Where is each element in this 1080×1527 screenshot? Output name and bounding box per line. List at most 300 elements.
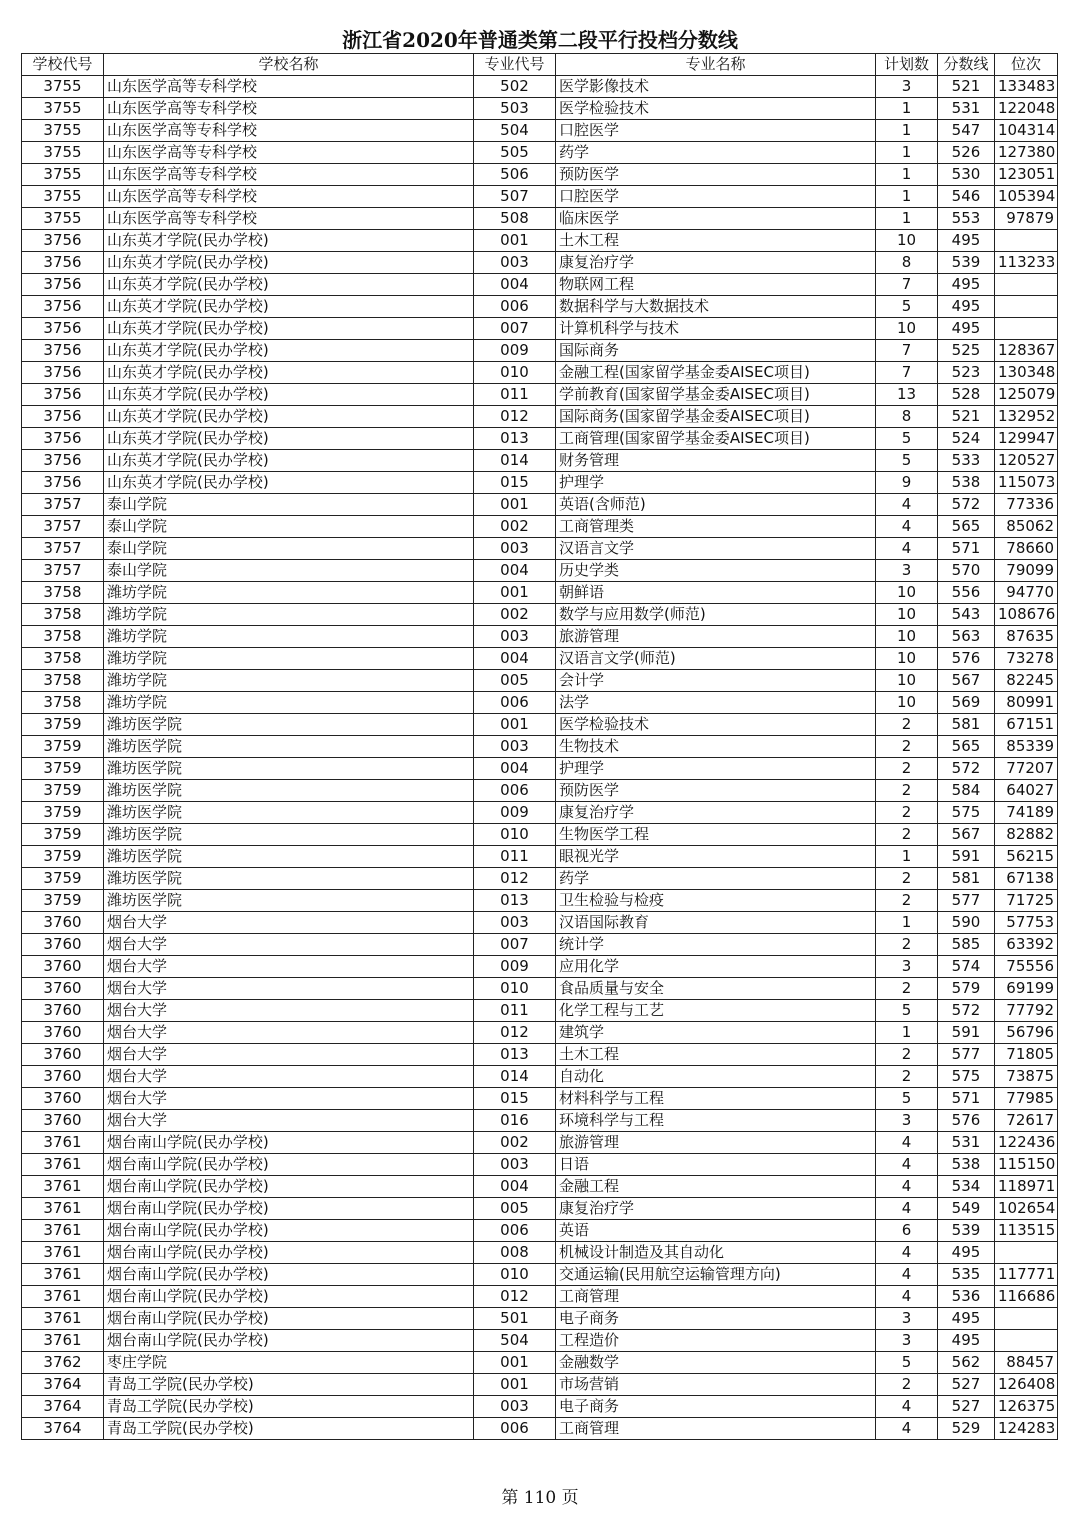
cell-major-code: 501	[474, 1308, 556, 1330]
table-row	[22, 736, 1058, 758]
cell-major-code: 011	[474, 846, 556, 868]
cell-major-code: 013	[474, 1044, 556, 1066]
table-row	[22, 142, 1058, 164]
cell-major-name: 历史学类	[556, 560, 876, 582]
table-row	[22, 846, 1058, 868]
cell-major-name: 土木工程	[556, 230, 876, 252]
cell-score-line: 556	[938, 582, 995, 604]
cell-major-name: 市场营销	[556, 1374, 876, 1396]
cell-major-name: 英语(含师范)	[556, 494, 876, 516]
cell-major-code: 003	[474, 912, 556, 934]
cell-score-line: 579	[938, 978, 995, 1000]
cell-school-code: 3755	[22, 120, 104, 142]
cell-rank: 77207	[995, 758, 1058, 780]
cell-school-name: 烟台南山学院(民办学校)	[104, 1330, 474, 1352]
cell-major-name: 护理学	[556, 472, 876, 494]
cell-plan-count: 3	[876, 76, 938, 98]
cell-school-code: 3758	[22, 604, 104, 626]
cell-rank: 67151	[995, 714, 1058, 736]
cell-major-code: 505	[474, 142, 556, 164]
cell-school-code: 3760	[22, 1066, 104, 1088]
cell-score-line: 576	[938, 1110, 995, 1132]
cell-score-line: 584	[938, 780, 995, 802]
cell-score-line: 581	[938, 714, 995, 736]
cell-school-name: 烟台南山学院(民办学校)	[104, 1286, 474, 1308]
cell-major-name: 护理学	[556, 758, 876, 780]
cell-rank: 105394	[995, 186, 1058, 208]
cell-major-code: 001	[474, 1374, 556, 1396]
cell-plan-count: 4	[876, 1154, 938, 1176]
cell-rank: 67138	[995, 868, 1058, 890]
cell-major-name: 食品质量与安全	[556, 978, 876, 1000]
cell-school-name: 山东英才学院(民办学校)	[104, 406, 474, 428]
cell-school-name: 潍坊学院	[104, 626, 474, 648]
table-row	[22, 164, 1058, 186]
table-row	[22, 274, 1058, 296]
cell-rank: 69199	[995, 978, 1058, 1000]
cell-school-name: 烟台南山学院(民办学校)	[104, 1154, 474, 1176]
cell-school-code: 3759	[22, 758, 104, 780]
cell-major-code: 001	[474, 494, 556, 516]
cell-major-code: 004	[474, 758, 556, 780]
cell-school-name: 泰山学院	[104, 560, 474, 582]
table-row	[22, 208, 1058, 230]
cell-rank: 127380	[995, 142, 1058, 164]
cell-school-code: 3756	[22, 406, 104, 428]
cell-rank	[995, 296, 1058, 318]
cell-rank: 78660	[995, 538, 1058, 560]
cell-school-code: 3756	[22, 362, 104, 384]
cell-plan-count: 10	[876, 582, 938, 604]
cell-major-code: 002	[474, 516, 556, 538]
cell-school-name: 烟台南山学院(民办学校)	[104, 1198, 474, 1220]
header-major-name: 专业名称	[556, 54, 876, 76]
table-row	[22, 76, 1058, 98]
cell-school-name: 烟台南山学院(民办学校)	[104, 1242, 474, 1264]
cell-plan-count: 5	[876, 1000, 938, 1022]
cell-rank: 56215	[995, 846, 1058, 868]
cell-school-name: 烟台大学	[104, 978, 474, 1000]
cell-major-name: 生物医学工程	[556, 824, 876, 846]
cell-school-code: 3762	[22, 1352, 104, 1374]
cell-school-name: 泰山学院	[104, 538, 474, 560]
cell-major-code: 006	[474, 1418, 556, 1440]
cell-score-line: 563	[938, 626, 995, 648]
cell-school-code: 3758	[22, 692, 104, 714]
cell-school-code: 3760	[22, 978, 104, 1000]
cell-rank: 118971	[995, 1176, 1058, 1198]
cell-rank: 122436	[995, 1132, 1058, 1154]
cell-plan-count: 7	[876, 274, 938, 296]
cell-rank: 124283	[995, 1418, 1058, 1440]
cell-plan-count: 1	[876, 164, 938, 186]
cell-major-code: 013	[474, 890, 556, 912]
cell-major-code: 001	[474, 714, 556, 736]
cell-school-code: 3761	[22, 1242, 104, 1264]
cell-plan-count: 7	[876, 340, 938, 362]
cell-rank	[995, 1308, 1058, 1330]
cell-major-name: 统计学	[556, 934, 876, 956]
table-row	[22, 472, 1058, 494]
cell-major-code: 002	[474, 1132, 556, 1154]
cell-major-code: 013	[474, 428, 556, 450]
header-plan-count: 计划数	[876, 54, 938, 76]
cell-plan-count: 10	[876, 318, 938, 340]
cell-school-code: 3757	[22, 560, 104, 582]
table-row	[22, 1352, 1058, 1374]
cell-score-line: 495	[938, 1242, 995, 1264]
cell-major-name: 康复治疗学	[556, 252, 876, 274]
cell-school-code: 3761	[22, 1132, 104, 1154]
cell-plan-count: 2	[876, 758, 938, 780]
table-row	[22, 912, 1058, 934]
cell-plan-count: 5	[876, 1088, 938, 1110]
cell-major-name: 数据科学与大数据技术	[556, 296, 876, 318]
cell-plan-count: 1	[876, 208, 938, 230]
cell-school-name: 潍坊学院	[104, 604, 474, 626]
cell-school-code: 3761	[22, 1176, 104, 1198]
cell-score-line: 538	[938, 1154, 995, 1176]
cell-plan-count: 4	[876, 1242, 938, 1264]
table-row	[22, 692, 1058, 714]
cell-school-code: 3759	[22, 846, 104, 868]
cell-school-name: 山东医学高等专科学校	[104, 76, 474, 98]
table-row	[22, 1330, 1058, 1352]
cell-rank: 57753	[995, 912, 1058, 934]
header-school-name: 学校名称	[104, 54, 474, 76]
table-row	[22, 538, 1058, 560]
cell-school-code: 3757	[22, 494, 104, 516]
cell-plan-count: 4	[876, 1396, 938, 1418]
cell-plan-count: 9	[876, 472, 938, 494]
cell-score-line: 567	[938, 824, 995, 846]
cell-major-code: 001	[474, 582, 556, 604]
cell-major-code: 506	[474, 164, 556, 186]
cell-school-name: 山东医学高等专科学校	[104, 208, 474, 230]
cell-rank: 85062	[995, 516, 1058, 538]
cell-school-code: 3755	[22, 186, 104, 208]
cell-score-line: 572	[938, 494, 995, 516]
cell-plan-count: 10	[876, 604, 938, 626]
cell-major-code: 015	[474, 472, 556, 494]
cell-major-name: 化学工程与工艺	[556, 1000, 876, 1022]
cell-school-name: 山东英才学院(民办学校)	[104, 230, 474, 252]
cell-major-name: 应用化学	[556, 956, 876, 978]
table-row	[22, 1286, 1058, 1308]
cell-major-name: 英语	[556, 1220, 876, 1242]
cell-plan-count: 2	[876, 978, 938, 1000]
table-row	[22, 868, 1058, 890]
cell-major-name: 康复治疗学	[556, 802, 876, 824]
table-row	[22, 450, 1058, 472]
cell-school-code: 3761	[22, 1198, 104, 1220]
table-row	[22, 318, 1058, 340]
cell-major-code: 003	[474, 252, 556, 274]
cell-plan-count: 2	[876, 868, 938, 890]
cell-major-code: 507	[474, 186, 556, 208]
cell-plan-count: 2	[876, 1374, 938, 1396]
cell-school-code: 3758	[22, 626, 104, 648]
cell-plan-count: 2	[876, 736, 938, 758]
cell-school-name: 山东医学高等专科学校	[104, 142, 474, 164]
table-row	[22, 516, 1058, 538]
cell-school-name: 烟台大学	[104, 1066, 474, 1088]
cell-school-code: 3761	[22, 1154, 104, 1176]
cell-plan-count: 2	[876, 890, 938, 912]
table-row	[22, 1418, 1058, 1440]
table-row	[22, 604, 1058, 626]
cell-school-name: 山东医学高等专科学校	[104, 98, 474, 120]
cell-major-name: 工商管理	[556, 1418, 876, 1440]
cell-rank	[995, 1330, 1058, 1352]
cell-major-name: 法学	[556, 692, 876, 714]
cell-major-code: 004	[474, 274, 556, 296]
cell-major-code: 006	[474, 296, 556, 318]
cell-score-line: 495	[938, 1330, 995, 1352]
cell-rank: 125079	[995, 384, 1058, 406]
cell-score-line: 553	[938, 208, 995, 230]
cell-major-code: 003	[474, 538, 556, 560]
table-row	[22, 1198, 1058, 1220]
cell-school-code: 3756	[22, 274, 104, 296]
cell-school-name: 潍坊医学院	[104, 802, 474, 824]
cell-plan-count: 10	[876, 230, 938, 252]
cell-school-code: 3756	[22, 472, 104, 494]
cell-plan-count: 3	[876, 1110, 938, 1132]
cell-major-name: 康复治疗学	[556, 1198, 876, 1220]
cell-school-name: 山东英才学院(民办学校)	[104, 252, 474, 274]
cell-score-line: 495	[938, 296, 995, 318]
cell-major-name: 机械设计制造及其自动化	[556, 1242, 876, 1264]
cell-score-line: 571	[938, 538, 995, 560]
cell-plan-count: 7	[876, 362, 938, 384]
cell-score-line: 591	[938, 1022, 995, 1044]
cell-major-code: 010	[474, 978, 556, 1000]
cell-school-code: 3755	[22, 98, 104, 120]
cell-major-name: 学前教育(国家留学基金委AISEC项目)	[556, 384, 876, 406]
cell-rank: 117771	[995, 1264, 1058, 1286]
page-number: 第 110 页	[501, 1488, 579, 1508]
table-row	[22, 956, 1058, 978]
cell-major-code: 005	[474, 1198, 556, 1220]
cell-major-code: 015	[474, 1088, 556, 1110]
cell-rank: 102654	[995, 1198, 1058, 1220]
cell-major-name: 会计学	[556, 670, 876, 692]
cell-score-line: 535	[938, 1264, 995, 1286]
cell-major-name: 金融数学	[556, 1352, 876, 1374]
cell-school-code: 3757	[22, 516, 104, 538]
table-row	[22, 1154, 1058, 1176]
cell-school-name: 潍坊医学院	[104, 846, 474, 868]
cell-school-name: 山东医学高等专科学校	[104, 164, 474, 186]
cell-major-code: 007	[474, 934, 556, 956]
cell-major-name: 金融工程(国家留学基金委AISEC项目)	[556, 362, 876, 384]
cell-major-name: 药学	[556, 868, 876, 890]
cell-score-line: 565	[938, 736, 995, 758]
cell-plan-count: 4	[876, 538, 938, 560]
cell-plan-count: 10	[876, 692, 938, 714]
cell-plan-count: 1	[876, 142, 938, 164]
table-row	[22, 1066, 1058, 1088]
cell-plan-count: 1	[876, 912, 938, 934]
cell-rank: 115073	[995, 472, 1058, 494]
cell-rank: 79099	[995, 560, 1058, 582]
cell-school-name: 烟台大学	[104, 956, 474, 978]
cell-major-name: 汉语国际教育	[556, 912, 876, 934]
cell-major-code: 003	[474, 1396, 556, 1418]
cell-rank: 97879	[995, 208, 1058, 230]
cell-score-line: 591	[938, 846, 995, 868]
table-row	[22, 186, 1058, 208]
cell-rank: 120527	[995, 450, 1058, 472]
cell-major-name: 工程造价	[556, 1330, 876, 1352]
cell-plan-count: 2	[876, 780, 938, 802]
table-row	[22, 428, 1058, 450]
cell-plan-count: 1	[876, 1022, 938, 1044]
cell-plan-count: 4	[876, 1198, 938, 1220]
table-row	[22, 1374, 1058, 1396]
cell-score-line: 534	[938, 1176, 995, 1198]
cell-rank: 128367	[995, 340, 1058, 362]
cell-major-name: 眼视光学	[556, 846, 876, 868]
cell-rank: 64027	[995, 780, 1058, 802]
cell-school-code: 3755	[22, 164, 104, 186]
cell-school-code: 3760	[22, 1110, 104, 1132]
cell-school-name: 烟台大学	[104, 1110, 474, 1132]
cell-school-code: 3764	[22, 1418, 104, 1440]
cell-score-line: 531	[938, 98, 995, 120]
header-school-code: 学校代号	[22, 54, 104, 76]
cell-score-line: 525	[938, 340, 995, 362]
page-title: 浙江省2020年普通类第二段平行投档分数线	[342, 28, 738, 52]
cell-score-line: 539	[938, 252, 995, 274]
cell-score-line: 567	[938, 670, 995, 692]
cell-school-code: 3760	[22, 956, 104, 978]
cell-school-code: 3760	[22, 1044, 104, 1066]
cell-major-code: 009	[474, 956, 556, 978]
cell-plan-count: 8	[876, 406, 938, 428]
cell-score-line: 523	[938, 362, 995, 384]
table-row	[22, 648, 1058, 670]
header-rank: 位次	[995, 54, 1058, 76]
cell-score-line: 575	[938, 802, 995, 824]
cell-rank: 113515	[995, 1220, 1058, 1242]
table-row	[22, 582, 1058, 604]
cell-school-name: 烟台大学	[104, 934, 474, 956]
table-row	[22, 406, 1058, 428]
cell-score-line: 495	[938, 1308, 995, 1330]
cell-plan-count: 4	[876, 1176, 938, 1198]
cell-school-name: 山东英才学院(民办学校)	[104, 340, 474, 362]
cell-school-name: 潍坊学院	[104, 648, 474, 670]
table-row	[22, 120, 1058, 142]
cell-score-line: 577	[938, 890, 995, 912]
cell-plan-count: 5	[876, 428, 938, 450]
cell-school-name: 青岛工学院(民办学校)	[104, 1418, 474, 1440]
cell-plan-count: 4	[876, 494, 938, 516]
cell-school-name: 泰山学院	[104, 516, 474, 538]
table-row	[22, 1396, 1058, 1418]
cell-school-name: 烟台南山学院(民办学校)	[104, 1132, 474, 1154]
cell-school-code: 3760	[22, 1022, 104, 1044]
cell-plan-count: 10	[876, 648, 938, 670]
cell-school-name: 烟台南山学院(民办学校)	[104, 1220, 474, 1242]
cell-rank: 87635	[995, 626, 1058, 648]
cell-plan-count: 4	[876, 1132, 938, 1154]
cell-school-name: 山东医学高等专科学校	[104, 120, 474, 142]
cell-school-name: 山东英才学院(民办学校)	[104, 274, 474, 296]
cell-school-code: 3756	[22, 340, 104, 362]
cell-rank	[995, 230, 1058, 252]
cell-rank: 77792	[995, 1000, 1058, 1022]
cell-major-name: 土木工程	[556, 1044, 876, 1066]
cell-major-code: 010	[474, 824, 556, 846]
cell-rank: 63392	[995, 934, 1058, 956]
cell-school-name: 山东英才学院(民办学校)	[104, 318, 474, 340]
cell-plan-count: 2	[876, 1044, 938, 1066]
cell-major-code: 004	[474, 648, 556, 670]
cell-rank: 126375	[995, 1396, 1058, 1418]
cell-major-name: 材料科学与工程	[556, 1088, 876, 1110]
cell-score-line: 529	[938, 1418, 995, 1440]
table-row	[22, 1264, 1058, 1286]
cell-plan-count: 3	[876, 956, 938, 978]
cell-major-code: 504	[474, 1330, 556, 1352]
cell-school-name: 山东英才学院(民办学校)	[104, 450, 474, 472]
table-row	[22, 824, 1058, 846]
cell-score-line: 577	[938, 1044, 995, 1066]
cell-score-line: 539	[938, 1220, 995, 1242]
cell-major-name: 环境科学与工程	[556, 1110, 876, 1132]
cell-major-code: 016	[474, 1110, 556, 1132]
cell-plan-count: 4	[876, 1264, 938, 1286]
cell-major-code: 006	[474, 780, 556, 802]
table-row	[22, 1220, 1058, 1242]
cell-school-code: 3758	[22, 670, 104, 692]
cell-score-line: 572	[938, 1000, 995, 1022]
cell-plan-count: 2	[876, 714, 938, 736]
cell-school-code: 3759	[22, 824, 104, 846]
cell-score-line: 495	[938, 274, 995, 296]
cell-rank: 72617	[995, 1110, 1058, 1132]
cell-rank: 132952	[995, 406, 1058, 428]
cell-major-name: 日语	[556, 1154, 876, 1176]
cell-score-line: 571	[938, 1088, 995, 1110]
cell-major-code: 006	[474, 692, 556, 714]
cell-school-name: 泰山学院	[104, 494, 474, 516]
cell-plan-count: 2	[876, 1066, 938, 1088]
cell-school-name: 潍坊学院	[104, 670, 474, 692]
cell-score-line: 549	[938, 1198, 995, 1220]
cell-major-code: 011	[474, 384, 556, 406]
cell-score-line: 536	[938, 1286, 995, 1308]
cell-school-code: 3756	[22, 428, 104, 450]
cell-rank: 113233	[995, 252, 1058, 274]
cell-rank	[995, 274, 1058, 296]
cell-school-code: 3761	[22, 1264, 104, 1286]
cell-school-name: 山东英才学院(民办学校)	[104, 362, 474, 384]
cell-major-name: 工商管理	[556, 1286, 876, 1308]
cell-rank: 77985	[995, 1088, 1058, 1110]
cell-rank: 126408	[995, 1374, 1058, 1396]
cell-major-name: 工商管理类	[556, 516, 876, 538]
cell-rank	[995, 1242, 1058, 1264]
table-row	[22, 714, 1058, 736]
cell-major-name: 预防医学	[556, 780, 876, 802]
cell-school-code: 3764	[22, 1396, 104, 1418]
cell-major-code: 014	[474, 450, 556, 472]
cell-score-line: 528	[938, 384, 995, 406]
